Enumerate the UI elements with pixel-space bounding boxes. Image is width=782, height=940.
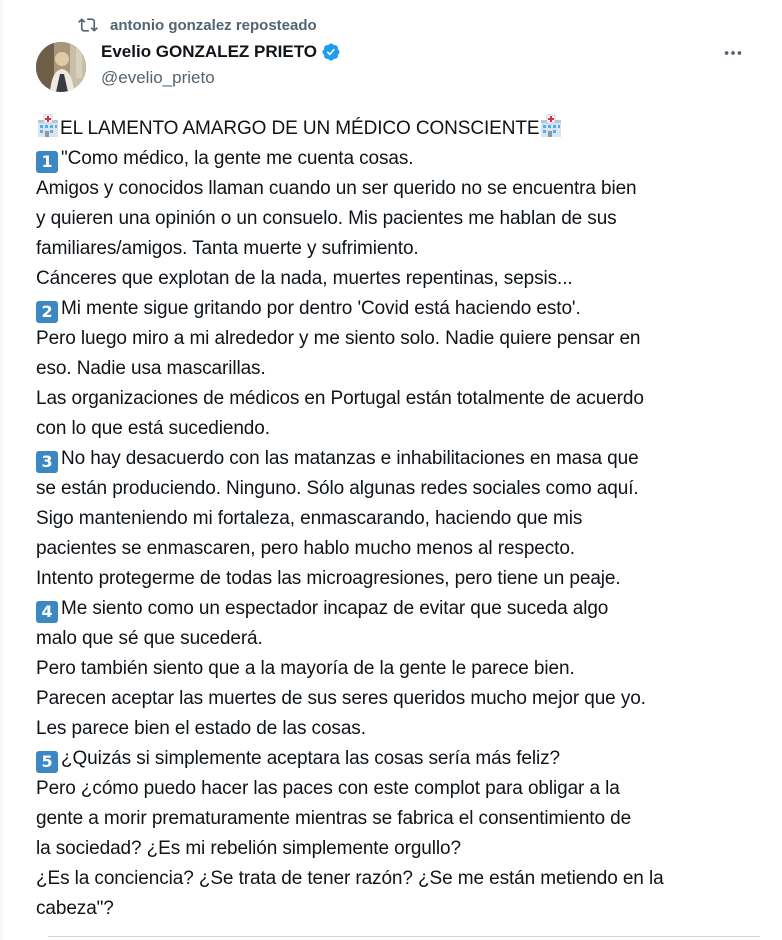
tweet-line: gente a morir prematuramente mientras se fabrica el consentimiento de	[36, 808, 632, 829]
tweet-line: Las organizaciones de médicos en Portugal están totalmente de acuerdo	[36, 388, 644, 409]
verified-badge-icon	[321, 42, 341, 62]
author-name[interactable]: Evelio GONZALEZ PRIETO	[101, 42, 317, 61]
tweet-line: y quieren una opinión o un consuelo. Mis pacientes me hablan de sus	[36, 208, 617, 229]
tweet-line: Parecen aceptar las muertes de sus seres queridos mucho mejor que yo.	[36, 688, 646, 709]
tweet-line: 4 Me siento como un espectador incapaz de evitar que suceda algo	[36, 594, 756, 624]
tweet-line: 5 ¿Quizás si simplemente aceptara las cosas sería más feliz?	[36, 744, 756, 774]
more-options-button[interactable]	[716, 40, 750, 66]
number-one-badge-icon: 1	[36, 151, 58, 173]
tweet-text	[36, 114, 756, 924]
number-four-badge-icon: 4	[36, 601, 58, 623]
tweet-line: 1 "Como médico, la gente me cuenta cosas.	[36, 144, 756, 174]
tweet-line: Pero luego miro a mi alrededor y me siento solo. Nadie quiere pensar en	[36, 328, 641, 349]
tweet-line: Les parece bien el estado de las cosas.	[36, 718, 366, 739]
hospital-icon	[36, 114, 60, 138]
tweet-line: 2 Mi mente sigue gritando por dentro 'Covid está haciendo esto'.	[36, 294, 756, 324]
divider	[48, 936, 760, 937]
tweet-line: Pero también siento que a la mayoría de la gente le parece bien.	[36, 658, 575, 679]
tweet-line: Pero ¿cómo puedo hacer las paces con este complot para obligar a la	[36, 778, 620, 799]
repost-icon	[78, 15, 98, 35]
tweet-line: pacientes se enmascaren, pero hablo mucho menos al respecto.	[36, 538, 575, 559]
tweet-line: la sociedad? ¿Es mi rebelión simplemente orgullo?	[36, 838, 461, 859]
tweet-title: EL LAMENTO AMARGO DE UN MÉDICO CONSCIENTE	[60, 118, 540, 139]
tweet-line: ¿Es la conciencia? ¿Se trata de tener razón? ¿Se me están metiendo en la	[36, 868, 664, 889]
number-two-badge-icon: 2	[36, 301, 58, 323]
number-five-badge-icon: 5	[36, 751, 58, 773]
tweet-line: con lo que está sucediendo.	[36, 418, 270, 439]
tweet-line: Amigos y conocidos llaman cuando un ser querido no se encuentra bien	[36, 178, 637, 199]
tweet-line: cabeza"?	[36, 898, 114, 919]
tweet-line: se están produciendo. Ninguno. Sólo algunas redes sociales como aquí.	[36, 478, 639, 499]
repost-context[interactable]	[78, 14, 317, 36]
left-edge	[0, 0, 3, 940]
author-name-row[interactable]	[101, 42, 341, 62]
tweet-line: 3 No hay desacuerdo con las matanzas e inhabilitaciones en masa que	[36, 444, 756, 474]
avatar-photo	[36, 42, 86, 92]
avatar[interactable]	[36, 42, 86, 92]
tweet-line: Intento protegerme de todas las microagresiones, pero tiene un peaje.	[36, 568, 621, 589]
tweet-line: eso. Nadie usa mascarillas.	[36, 358, 266, 379]
repost-text: antonio gonzalez reposteado	[110, 16, 317, 34]
author-handle[interactable]: @evelio_prieto	[101, 68, 215, 87]
tweet-title-line	[36, 114, 756, 144]
more-options-icon	[722, 42, 744, 64]
tweet-line: familiares/amigos. Tanta muerte y sufrimiento.	[36, 238, 419, 259]
tweet-line: Cánceres que explotan de la nada, muertes repentinas, sepsis...	[36, 268, 573, 289]
tweet-line: malo que sé que sucederá.	[36, 628, 263, 649]
hospital-icon	[539, 114, 563, 138]
number-three-badge-icon: 3	[36, 451, 58, 473]
tweet-line: Sigo manteniendo mi fortaleza, enmascarando, haciendo que mis	[36, 508, 583, 529]
